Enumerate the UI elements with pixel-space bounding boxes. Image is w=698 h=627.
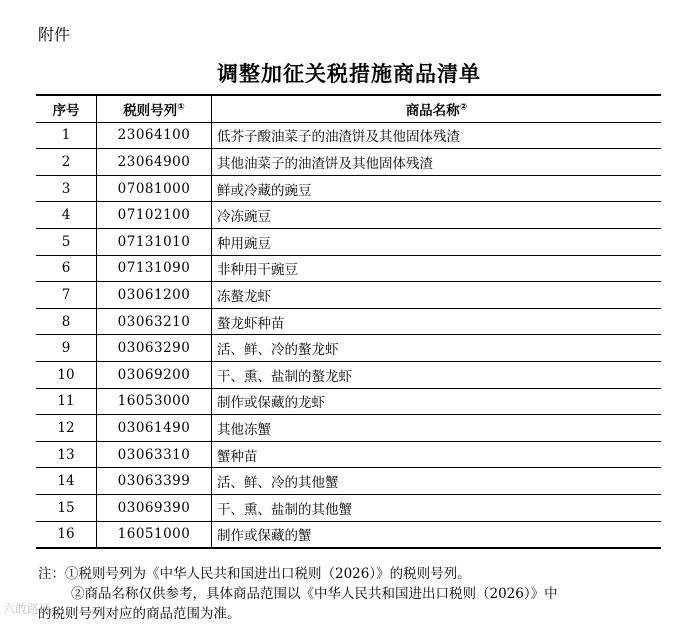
table-row [36, 308, 661, 335]
footnote-2: ②商品名称仅供参考，具体商品范围以《中华人民共和国进出口税则（2026）》中 [71, 586, 558, 602]
header-name [212, 95, 662, 122]
document-title: 调整加征关税措施商品清单 [217, 62, 481, 86]
cell-name: 其他油菜子的油渣饼及其他固体残渣 [212, 149, 662, 176]
cell-name: 蟹种苗 [212, 441, 662, 468]
footnote-1: 注：①税则号列为《中华人民共和国进出口税则（2026）》的税则号列。 [38, 566, 471, 582]
cell-name: 干、熏、盐制的螯龙虾 [212, 361, 662, 388]
cell-name: 制作或保藏的龙虾 [212, 388, 662, 415]
table-row [36, 521, 661, 548]
cell-code: 23064100 [97, 122, 212, 149]
cell-seq: 7 [36, 282, 97, 309]
cell-code: 03063399 [97, 468, 212, 495]
cell-seq: 8 [36, 308, 97, 335]
footnote-mark-2: ② [459, 102, 468, 113]
footnotes [38, 564, 663, 624]
cell-name: 冻螯龙虾 [212, 282, 662, 309]
header-code-label: 税则号列 [123, 102, 178, 119]
attachment-label: 附件 [38, 25, 71, 44]
header-code [97, 95, 212, 122]
footnote-mark-1: ① [177, 102, 185, 113]
cell-seq: 13 [36, 441, 97, 468]
table-row [36, 468, 661, 495]
table-row [36, 361, 661, 388]
cell-name: 非种用干豌豆 [212, 255, 662, 282]
cell-name: 干、熏、盐制的其他蟹 [212, 494, 662, 521]
cell-name: 螯龙虾种苗 [212, 308, 662, 335]
cell-name: 制作或保藏的蟹 [212, 521, 662, 548]
cell-seq: 6 [36, 255, 97, 282]
cell-code: 07131090 [97, 255, 212, 282]
table-row [36, 255, 661, 282]
cell-code: 03061490 [97, 415, 212, 442]
table-row [36, 494, 661, 521]
cell-code: 03069200 [97, 361, 212, 388]
table-row [36, 175, 661, 202]
cell-seq: 2 [36, 149, 97, 176]
cell-seq: 15 [36, 494, 97, 521]
cell-seq: 10 [36, 361, 97, 388]
cell-seq: 9 [36, 335, 97, 362]
cell-code: 03063310 [97, 441, 212, 468]
cell-code: 23064900 [97, 149, 212, 176]
header-seq-label: 序号 [52, 102, 80, 119]
cell-seq: 12 [36, 415, 97, 442]
cell-name: 种用豌豆 [212, 228, 662, 255]
goods-table [36, 94, 661, 549]
cell-name: 活、鲜、冷的其他蟹 [212, 468, 662, 495]
cell-seq: 14 [36, 468, 97, 495]
cell-code: 07102100 [97, 202, 212, 229]
table-row [36, 415, 661, 442]
watermark: 六敢路通 [3, 602, 52, 616]
cell-name: 活、鲜、冷的螯龙虾 [212, 335, 662, 362]
cell-code: 03069390 [97, 494, 212, 521]
cell-code: 03063210 [97, 308, 212, 335]
cell-name: 低芥子酸油菜子的油渣饼及其他固体残渣 [212, 122, 662, 149]
cell-seq: 3 [36, 175, 97, 202]
cell-seq: 11 [36, 388, 97, 415]
cell-code: 16051000 [97, 521, 212, 548]
cell-seq: 4 [36, 202, 97, 229]
header-seq [36, 95, 97, 122]
table-row [36, 441, 661, 468]
table-body [36, 122, 661, 548]
cell-code: 03063290 [97, 335, 212, 362]
cell-name: 其他冻蟹 [212, 415, 662, 442]
cell-seq: 5 [36, 228, 97, 255]
cell-seq: 1 [36, 122, 97, 149]
table-row [36, 149, 661, 176]
cell-code: 07131010 [97, 228, 212, 255]
cell-code: 07081000 [97, 175, 212, 202]
footnote-2-cont: 的税则号列对应的商品范围为准。 [38, 606, 241, 622]
cell-name: 鲜或冷藏的豌豆 [212, 175, 662, 202]
table-row [36, 228, 661, 255]
cell-seq: 16 [36, 521, 97, 548]
cell-code: 16053000 [97, 388, 212, 415]
table-header-row [36, 95, 661, 122]
cell-name: 冷冻豌豆 [212, 202, 662, 229]
table-row [36, 335, 661, 362]
table-row [36, 122, 661, 149]
table-row [36, 388, 661, 415]
cell-code: 03061200 [97, 282, 212, 309]
table-row [36, 202, 661, 229]
header-name-label: 商品名称 [405, 102, 460, 119]
table-row [36, 282, 661, 309]
